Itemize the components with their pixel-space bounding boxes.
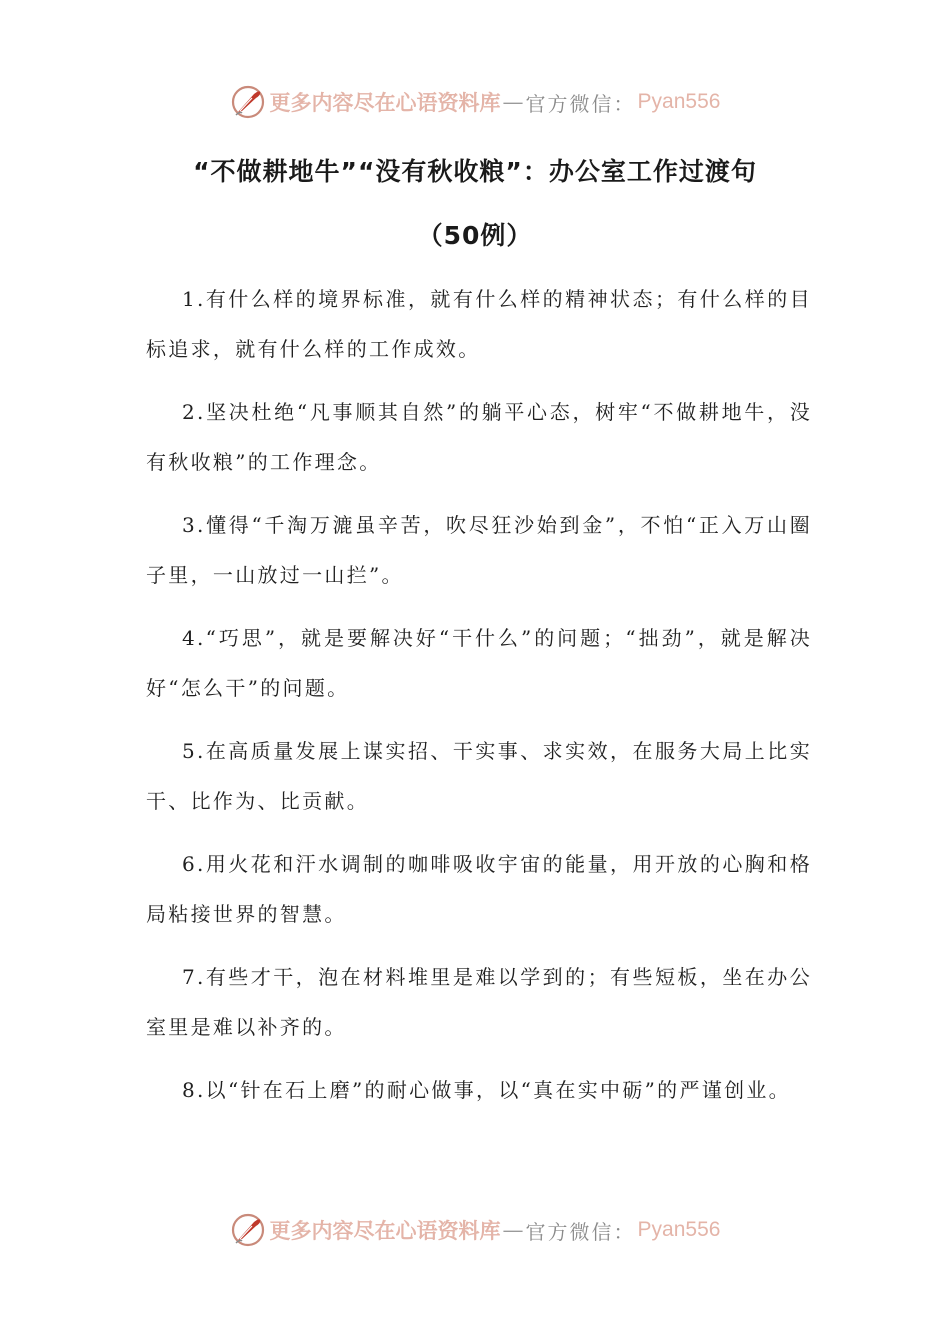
watermark-dash: — — [502, 1218, 524, 1242]
watermark-wechat-id: Pyan556 — [637, 90, 721, 113]
paragraph-8: 8.以“针在石上磨”的耐心做事，以“真在实中砺”的严谨创业。 — [182, 1078, 791, 1102]
footer-watermark — [0, 1208, 950, 1252]
paragraph-4: 4.“巧思”，就是要解决好“干什么”的问题；“拙劲”，就是解决好“怎么干”的问题。 — [146, 626, 812, 700]
watermark-official-label: 官方微信： — [525, 1219, 636, 1244]
quill-logo-icon — [230, 1212, 266, 1248]
paragraph-6: 6.用火花和汗水调制的咖啡吸收宇宙的能量，用开放的心胸和格局粘接世界的智慧。 — [146, 852, 812, 926]
paragraph-1: 1.有什么样的境界标准，就有什么样的精神状态；有什么样的目标追求，就有什么样的工作成效。 — [146, 287, 812, 361]
paragraph-2: 2.坚决杜绝“凡事顺其自然”的躺平心态，树牢“不做耕地牛，没有秋收粮”的工作理念。 — [146, 400, 812, 474]
quill-logo-icon — [230, 84, 266, 120]
document-subtitle-count: （50例） — [417, 221, 533, 250]
paragraph-3: 3.懂得“千淘万漉虽辛苦，吹尽狂沙始到金”，不怕“正入万山圈子里，一山放过一山拦”。 — [146, 513, 812, 587]
document-body — [146, 274, 812, 1128]
watermark-official-label: 官方微信： — [525, 91, 636, 116]
header-watermark — [0, 80, 950, 124]
document-title: “不做耕地牛”“没有秋收粮”：办公室工作过渡句 — [193, 157, 757, 186]
paragraph-7: 7.有些才干，泡在材料堆里是难以学到的；有些短板，坐在办公室里是难以补齐的。 — [146, 965, 812, 1039]
watermark-wechat-id: Pyan556 — [637, 1218, 721, 1241]
watermark-dash: — — [502, 90, 524, 114]
watermark-text: 更多内容尽在心语资料库 — [269, 1218, 501, 1243]
watermark-text: 更多内容尽在心语资料库 — [269, 90, 501, 115]
paragraph-5: 5.在高质量发展上谋实招、干实事、求实效，在服务大局上比实干、比作为、比贡献。 — [146, 739, 812, 813]
